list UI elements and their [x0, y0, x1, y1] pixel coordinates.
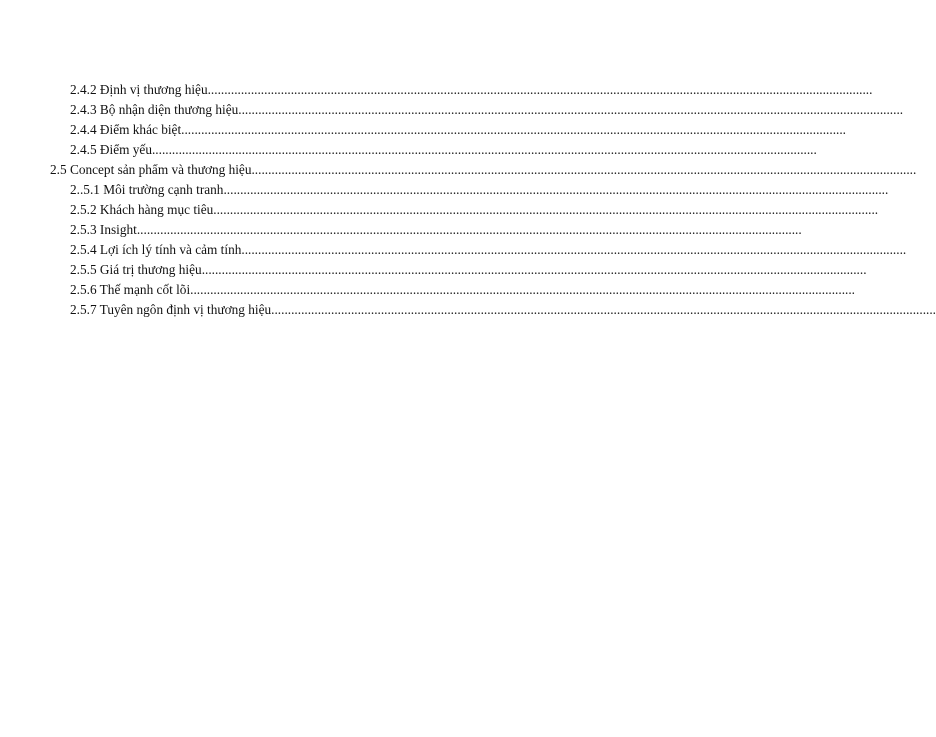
- dot-leader: ........................................................................................................................................................................................................: [190, 282, 855, 297]
- dot-leader: ........................................................................................................................................................................................................: [223, 182, 889, 197]
- dot-leader: ........................................................................................................................................................................................................: [241, 242, 907, 257]
- dot-leader: ........................................................................................................................................................................................................: [181, 122, 846, 137]
- toc-entry[interactable]: [0, 240, 907, 260]
- table-of-contents: [0, 80, 936, 320]
- toc-entry-label: 2.5.7 Tuyên ngôn định vị thương hiệu: [70, 302, 272, 317]
- toc-entry[interactable]: [0, 80, 873, 100]
- dot-leader: ........................................................................................................................................................................................................: [201, 262, 867, 277]
- dot-leader: ........................................................................................................................................................................................................: [151, 142, 817, 157]
- toc-entry-label: 2.4.3 Bộ nhận diện thương hiệu: [70, 102, 239, 117]
- dot-leader: ........................................................................................................................................................................................................: [136, 222, 802, 237]
- toc-entry[interactable]: [0, 300, 936, 320]
- dot-leader: ........................................................................................................................................................................................................: [271, 302, 936, 317]
- toc-entry[interactable]: [0, 100, 904, 120]
- toc-entry[interactable]: [0, 280, 855, 300]
- toc-entry-label: 2.4.4 Điểm khác biệt: [70, 122, 182, 137]
- toc-entry-label: 2.5.5 Giá trị thương hiệu: [70, 262, 202, 277]
- toc-entry-label: 2.5.6 Thế mạnh cốt lõi: [70, 282, 191, 297]
- toc-entry-label: 2.5.2 Khách hàng mục tiêu: [70, 202, 214, 217]
- dot-leader: ........................................................................................................................................................................................................: [238, 102, 904, 117]
- toc-entry[interactable]: [0, 140, 817, 160]
- toc-entry[interactable]: [0, 120, 846, 140]
- dot-leader: ........................................................................................................................................................................................................: [251, 162, 917, 177]
- toc-entry-label: 2.5.3 Insight: [70, 222, 137, 237]
- toc-entry[interactable]: [0, 260, 867, 280]
- toc-entry-label: 2.5.4 Lợi ích lý tính và cảm tính: [70, 242, 242, 257]
- toc-entry-label: 2.5 Concept sản phẩm và thương hiệu: [50, 162, 252, 177]
- dot-leader: ........................................................................................................................................................................................................: [207, 82, 873, 97]
- toc-entry[interactable]: [0, 160, 917, 180]
- toc-entry[interactable]: [0, 200, 879, 220]
- toc-entry-label: 2..5.1 Môi trường cạnh tranh: [70, 182, 224, 197]
- toc-entry-label: 2.4.2 Định vị thương hiệu: [70, 82, 208, 97]
- toc-entry[interactable]: [0, 180, 889, 200]
- toc-entry[interactable]: [0, 220, 802, 240]
- dot-leader: ........................................................................................................................................................................................................: [213, 202, 879, 217]
- toc-entry-label: 2.4.5 Điểm yếu: [70, 142, 152, 157]
